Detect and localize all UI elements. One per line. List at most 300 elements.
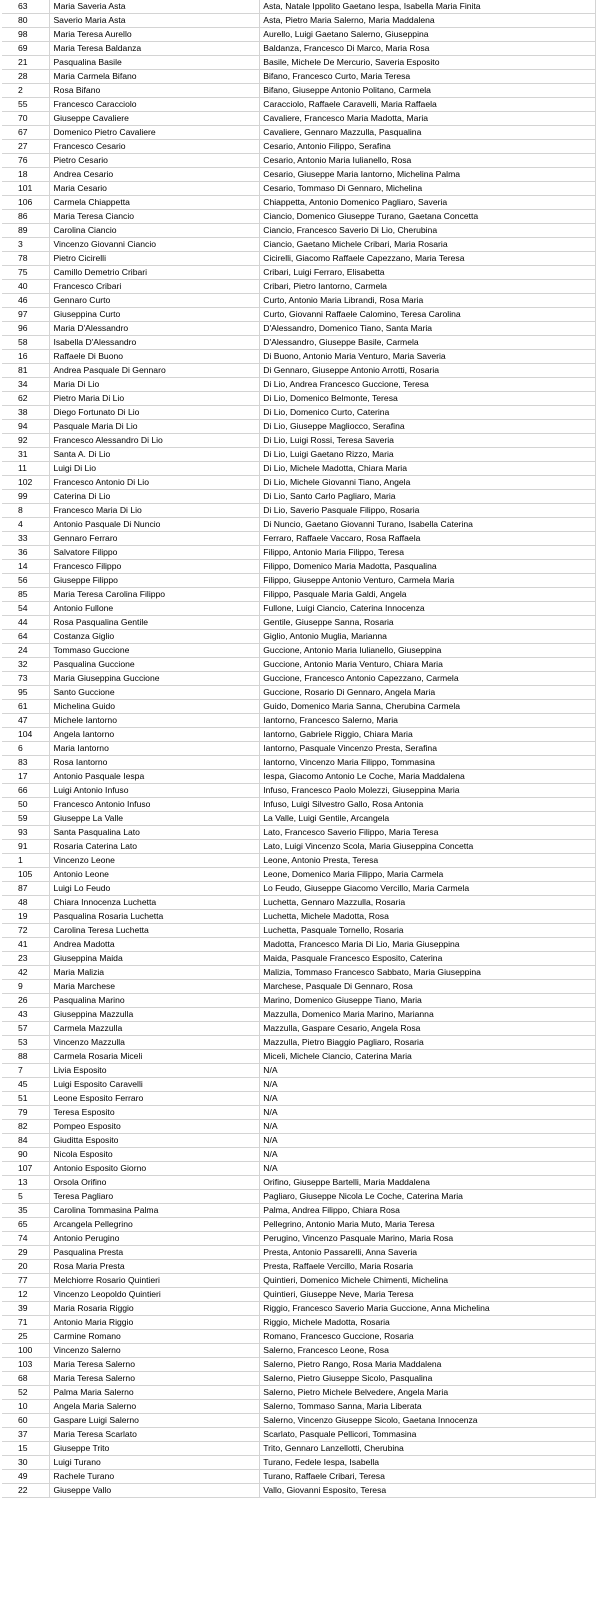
cell-name[interactable]: Francesco Filippo bbox=[50, 560, 260, 574]
cell-id[interactable]: 35 bbox=[2, 1204, 50, 1218]
cell-name[interactable]: Angela Maria Salerno bbox=[50, 1400, 260, 1414]
cell-name[interactable]: Francesco Antonio Infuso bbox=[50, 798, 260, 812]
cell-id[interactable]: 17 bbox=[2, 770, 50, 784]
cell-name[interactable]: Michele Iantorno bbox=[50, 714, 260, 728]
cell-id[interactable]: 40 bbox=[2, 280, 50, 294]
cell-id[interactable]: 61 bbox=[2, 700, 50, 714]
cell-name[interactable]: Saverio Maria Asta bbox=[50, 14, 260, 28]
cell-id[interactable]: 92 bbox=[2, 434, 50, 448]
cell-name[interactable]: Santa A. Di Lio bbox=[50, 448, 260, 462]
cell-parents[interactable]: Ciancio, Gaetano Michele Cribari, Maria Rosaria bbox=[260, 238, 596, 252]
cell-parents[interactable]: Guccione, Antonio Maria Iulianello, Giuseppina bbox=[260, 644, 596, 658]
cell-parents[interactable]: Bifano, Giuseppe Antonio Politano, Carmela bbox=[260, 84, 596, 98]
cell-name[interactable]: Maria Giuseppina Guccione bbox=[50, 672, 260, 686]
cell-id[interactable]: 49 bbox=[2, 1470, 50, 1484]
cell-parents[interactable]: Scarlato, Pasquale Pellicori, Tommasina bbox=[260, 1428, 596, 1442]
cell-id[interactable]: 89 bbox=[2, 224, 50, 238]
cell-name[interactable]: Andrea Pasquale Di Gennaro bbox=[50, 364, 260, 378]
cell-id[interactable]: 105 bbox=[2, 868, 50, 882]
cell-name[interactable]: Livia Esposito bbox=[50, 1064, 260, 1078]
cell-parents[interactable]: Iantorno, Pasquale Vincenzo Presta, Serafina bbox=[260, 742, 596, 756]
cell-id[interactable]: 88 bbox=[2, 1050, 50, 1064]
cell-name[interactable]: Antonio Pasquale Iespa bbox=[50, 770, 260, 784]
cell-name[interactable]: Teresa Pagliaro bbox=[50, 1190, 260, 1204]
cell-name[interactable]: Francesco Cribari bbox=[50, 280, 260, 294]
cell-parents[interactable]: Lo Feudo, Giuseppe Giacomo Vercillo, Maria Carmela bbox=[260, 882, 596, 896]
cell-parents[interactable]: Mazzulla, Domenico Maria Marino, Marianna bbox=[260, 1008, 596, 1022]
cell-id[interactable]: 106 bbox=[2, 196, 50, 210]
cell-name[interactable]: Raffaele Di Buono bbox=[50, 350, 260, 364]
cell-id[interactable]: 104 bbox=[2, 728, 50, 742]
cell-parents[interactable]: Quintieri, Giuseppe Neve, Maria Teresa bbox=[260, 1288, 596, 1302]
cell-id[interactable]: 28 bbox=[2, 70, 50, 84]
cell-name[interactable]: Vincenzo Leopoldo Quintieri bbox=[50, 1288, 260, 1302]
cell-id[interactable]: 59 bbox=[2, 812, 50, 826]
cell-id[interactable]: 98 bbox=[2, 28, 50, 42]
cell-id[interactable]: 102 bbox=[2, 476, 50, 490]
cell-id[interactable]: 39 bbox=[2, 1302, 50, 1316]
cell-id[interactable]: 3 bbox=[2, 238, 50, 252]
cell-parents[interactable]: Cribari, Luigi Ferraro, Elisabetta bbox=[260, 266, 596, 280]
cell-id[interactable]: 66 bbox=[2, 784, 50, 798]
cell-parents[interactable]: Filippo, Antonio Maria Filippo, Teresa bbox=[260, 546, 596, 560]
cell-id[interactable]: 55 bbox=[2, 98, 50, 112]
cell-name[interactable]: Orsola Orifino bbox=[50, 1176, 260, 1190]
cell-id[interactable]: 71 bbox=[2, 1316, 50, 1330]
cell-parents[interactable]: Filippo, Pasquale Maria Galdi, Angela bbox=[260, 588, 596, 602]
cell-name[interactable]: Maria Rosaria Riggio bbox=[50, 1302, 260, 1316]
cell-parents[interactable]: N/A bbox=[260, 1092, 596, 1106]
cell-parents[interactable]: Fullone, Luigi Ciancio, Caterina Innocenza bbox=[260, 602, 596, 616]
cell-id[interactable]: 2 bbox=[2, 84, 50, 98]
cell-name[interactable]: Costanza Giglio bbox=[50, 630, 260, 644]
cell-id[interactable]: 24 bbox=[2, 644, 50, 658]
cell-name[interactable]: Giuseppina Maida bbox=[50, 952, 260, 966]
cell-parents[interactable]: Gentile, Giuseppe Sanna, Rosaria bbox=[260, 616, 596, 630]
cell-id[interactable]: 75 bbox=[2, 266, 50, 280]
cell-parents[interactable]: Trito, Gennaro Lanzellotti, Cherubina bbox=[260, 1442, 596, 1456]
cell-parents[interactable]: Luchetta, Pasquale Tornello, Rosaria bbox=[260, 924, 596, 938]
cell-name[interactable]: Santo Guccione bbox=[50, 686, 260, 700]
cell-parents[interactable]: Aurello, Luigi Gaetano Salerno, Giuseppina bbox=[260, 28, 596, 42]
cell-name[interactable]: Maria Teresa Baldanza bbox=[50, 42, 260, 56]
cell-parents[interactable]: Leone, Domenico Maria Filippo, Maria Carmela bbox=[260, 868, 596, 882]
cell-name[interactable]: Giuseppe La Valle bbox=[50, 812, 260, 826]
cell-id[interactable]: 62 bbox=[2, 392, 50, 406]
cell-parents[interactable]: Asta, Pietro Maria Salerno, Maria Maddalena bbox=[260, 14, 596, 28]
cell-name[interactable]: Maria Teresa Salerno bbox=[50, 1358, 260, 1372]
cell-parents[interactable]: Mazzulla, Pietro Biaggio Pagliaro, Rosaria bbox=[260, 1036, 596, 1050]
cell-parents[interactable]: Curto, Antonio Maria Librandi, Rosa Maria bbox=[260, 294, 596, 308]
cell-id[interactable]: 67 bbox=[2, 126, 50, 140]
cell-name[interactable]: Pasqualina Guccione bbox=[50, 658, 260, 672]
cell-name[interactable]: Pietro Cesario bbox=[50, 154, 260, 168]
cell-id[interactable]: 84 bbox=[2, 1134, 50, 1148]
cell-id[interactable]: 23 bbox=[2, 952, 50, 966]
cell-parents[interactable]: Perugino, Vincenzo Pasquale Marino, Maria Rosa bbox=[260, 1232, 596, 1246]
cell-parents[interactable]: N/A bbox=[260, 1064, 596, 1078]
cell-id[interactable]: 29 bbox=[2, 1246, 50, 1260]
cell-name[interactable]: Gennaro Ferraro bbox=[50, 532, 260, 546]
cell-id[interactable]: 32 bbox=[2, 658, 50, 672]
cell-name[interactable]: Vincenzo Mazzulla bbox=[50, 1036, 260, 1050]
cell-name[interactable]: Gaspare Luigi Salerno bbox=[50, 1414, 260, 1428]
cell-parents[interactable]: Mazzulla, Gaspare Cesario, Angela Rosa bbox=[260, 1022, 596, 1036]
cell-parents[interactable]: Salerno, Tommaso Sanna, Maria Liberata bbox=[260, 1400, 596, 1414]
cell-name[interactable]: Maria D'Alessandro bbox=[50, 322, 260, 336]
cell-name[interactable]: Melchiorre Rosario Quintieri bbox=[50, 1274, 260, 1288]
cell-parents[interactable]: Guccione, Rosario Di Gennaro, Angela Maria bbox=[260, 686, 596, 700]
cell-id[interactable]: 14 bbox=[2, 560, 50, 574]
cell-name[interactable]: Pasqualina Marino bbox=[50, 994, 260, 1008]
cell-name[interactable]: Pietro Cicirelli bbox=[50, 252, 260, 266]
cell-name[interactable]: Teresa Esposito bbox=[50, 1106, 260, 1120]
cell-parents[interactable]: Ciancio, Francesco Saverio Di Lio, Cherubina bbox=[260, 224, 596, 238]
cell-name[interactable]: Pasqualina Rosaria Luchetta bbox=[50, 910, 260, 924]
cell-id[interactable]: 6 bbox=[2, 742, 50, 756]
cell-name[interactable]: Isabella D'Alessandro bbox=[50, 336, 260, 350]
cell-name[interactable]: Andrea Cesario bbox=[50, 168, 260, 182]
cell-name[interactable]: Rosaria Caterina Lato bbox=[50, 840, 260, 854]
cell-parents[interactable]: Leone, Antonio Presta, Teresa bbox=[260, 854, 596, 868]
cell-name[interactable]: Francesco Maria Di Lio bbox=[50, 504, 260, 518]
cell-name[interactable]: Carolina Ciancio bbox=[50, 224, 260, 238]
cell-id[interactable]: 43 bbox=[2, 1008, 50, 1022]
cell-name[interactable]: Arcangela Pellegrino bbox=[50, 1218, 260, 1232]
cell-id[interactable]: 65 bbox=[2, 1218, 50, 1232]
cell-name[interactable]: Francesco Cesario bbox=[50, 140, 260, 154]
cell-name[interactable]: Antonio Maria Riggio bbox=[50, 1316, 260, 1330]
cell-parents[interactable]: Iantorno, Gabriele Riggio, Chiara Maria bbox=[260, 728, 596, 742]
cell-parents[interactable]: Guido, Domenico Maria Sanna, Cherubina Carmela bbox=[260, 700, 596, 714]
cell-name[interactable]: Carolina Tommasina Palma bbox=[50, 1204, 260, 1218]
cell-parents[interactable]: Iantorno, Vincenzo Maria Filippo, Tommasina bbox=[260, 756, 596, 770]
cell-name[interactable]: Antonio Perugino bbox=[50, 1232, 260, 1246]
cell-name[interactable]: Maria Marchese bbox=[50, 980, 260, 994]
cell-name[interactable]: Maria Di Lio bbox=[50, 378, 260, 392]
cell-parents[interactable]: Marino, Domenico Giuseppe Tiano, Maria bbox=[260, 994, 596, 1008]
cell-id[interactable]: 60 bbox=[2, 1414, 50, 1428]
cell-parents[interactable]: Cavaliere, Gennaro Mazzulla, Pasqualina bbox=[260, 126, 596, 140]
cell-parents[interactable]: Di Lio, Domenico Curto, Caterina bbox=[260, 406, 596, 420]
cell-parents[interactable]: Bifano, Francesco Curto, Maria Teresa bbox=[260, 70, 596, 84]
cell-name[interactable]: Leone Esposito Ferraro bbox=[50, 1092, 260, 1106]
cell-id[interactable]: 72 bbox=[2, 924, 50, 938]
cell-name[interactable]: Carmela Mazzulla bbox=[50, 1022, 260, 1036]
cell-parents[interactable]: Presta, Antonio Passarelli, Anna Saveria bbox=[260, 1246, 596, 1260]
cell-id[interactable]: 25 bbox=[2, 1330, 50, 1344]
cell-parents[interactable]: Cesario, Tommaso Di Gennaro, Michelina bbox=[260, 182, 596, 196]
cell-parents[interactable]: Giglio, Antonio Muglia, Marianna bbox=[260, 630, 596, 644]
cell-name[interactable]: Giuseppe Vallo bbox=[50, 1484, 260, 1498]
cell-name[interactable]: Rachele Turano bbox=[50, 1470, 260, 1484]
cell-parents[interactable]: Iantorno, Francesco Salerno, Maria bbox=[260, 714, 596, 728]
cell-parents[interactable]: Luchetta, Michele Madotta, Rosa bbox=[260, 910, 596, 924]
cell-id[interactable]: 90 bbox=[2, 1148, 50, 1162]
cell-parents[interactable]: Di Lio, Saverio Pasquale Filippo, Rosaria bbox=[260, 504, 596, 518]
cell-parents[interactable]: Di Lio, Andrea Francesco Guccione, Teresa bbox=[260, 378, 596, 392]
cell-parents[interactable]: Cesario, Antonio Maria Iulianello, Rosa bbox=[260, 154, 596, 168]
cell-name[interactable]: Rosa Bifano bbox=[50, 84, 260, 98]
cell-name[interactable]: Pietro Maria Di Lio bbox=[50, 392, 260, 406]
cell-name[interactable]: Maria Teresa Salerno bbox=[50, 1372, 260, 1386]
cell-id[interactable]: 42 bbox=[2, 966, 50, 980]
cell-id[interactable]: 12 bbox=[2, 1288, 50, 1302]
cell-id[interactable]: 58 bbox=[2, 336, 50, 350]
cell-parents[interactable]: Di Lio, Michele Giovanni Tiano, Angela bbox=[260, 476, 596, 490]
cell-parents[interactable]: Di Nuncio, Gaetano Giovanni Turano, Isabella Caterina bbox=[260, 518, 596, 532]
cell-id[interactable]: 81 bbox=[2, 364, 50, 378]
cell-id[interactable]: 74 bbox=[2, 1232, 50, 1246]
cell-name[interactable]: Antonio Pasquale Di Nuncio bbox=[50, 518, 260, 532]
cell-name[interactable]: Rosa Maria Presta bbox=[50, 1260, 260, 1274]
cell-name[interactable]: Carmela Rosaria Miceli bbox=[50, 1050, 260, 1064]
cell-name[interactable]: Pasqualina Presta bbox=[50, 1246, 260, 1260]
cell-id[interactable]: 77 bbox=[2, 1274, 50, 1288]
cell-parents[interactable]: Riggio, Michele Madotta, Rosaria bbox=[260, 1316, 596, 1330]
cell-name[interactable]: Santa Pasqualina Lato bbox=[50, 826, 260, 840]
cell-id[interactable]: 94 bbox=[2, 420, 50, 434]
cell-id[interactable]: 38 bbox=[2, 406, 50, 420]
cell-name[interactable]: Carmela Chiappetta bbox=[50, 196, 260, 210]
cell-parents[interactable]: Di Lio, Giuseppe Magliocco, Serafina bbox=[260, 420, 596, 434]
cell-id[interactable]: 20 bbox=[2, 1260, 50, 1274]
cell-name[interactable]: Maria Teresa Ciancio bbox=[50, 210, 260, 224]
cell-id[interactable]: 52 bbox=[2, 1386, 50, 1400]
cell-parents[interactable]: Malizia, Tommaso Francesco Sabbato, Maria Giuseppina bbox=[260, 966, 596, 980]
cell-id[interactable]: 93 bbox=[2, 826, 50, 840]
cell-parents[interactable]: Filippo, Domenico Maria Madotta, Pasqualina bbox=[260, 560, 596, 574]
cell-id[interactable]: 21 bbox=[2, 56, 50, 70]
cell-id[interactable]: 19 bbox=[2, 910, 50, 924]
cell-parents[interactable]: Marchese, Pasquale Di Gennaro, Rosa bbox=[260, 980, 596, 994]
cell-name[interactable]: Carmine Romano bbox=[50, 1330, 260, 1344]
cell-id[interactable]: 33 bbox=[2, 532, 50, 546]
cell-name[interactable]: Pasquale Maria Di Lio bbox=[50, 420, 260, 434]
cell-name[interactable]: Tommaso Guccione bbox=[50, 644, 260, 658]
cell-parents[interactable]: Cavaliere, Francesco Maria Madotta, Maria bbox=[260, 112, 596, 126]
cell-parents[interactable]: Cribari, Pietro Iantorno, Carmela bbox=[260, 280, 596, 294]
cell-id[interactable]: 47 bbox=[2, 714, 50, 728]
cell-name[interactable]: Maria Carmela Bifano bbox=[50, 70, 260, 84]
cell-parents[interactable]: D'Alessandro, Domenico Tiano, Santa Maria bbox=[260, 322, 596, 336]
cell-id[interactable]: 13 bbox=[2, 1176, 50, 1190]
cell-parents[interactable]: Salerno, Francesco Leone, Rosa bbox=[260, 1344, 596, 1358]
cell-id[interactable]: 4 bbox=[2, 518, 50, 532]
cell-id[interactable]: 15 bbox=[2, 1442, 50, 1456]
cell-id[interactable]: 96 bbox=[2, 322, 50, 336]
cell-id[interactable]: 9 bbox=[2, 980, 50, 994]
cell-name[interactable]: Antonio Esposito Giorno bbox=[50, 1162, 260, 1176]
cell-id[interactable]: 41 bbox=[2, 938, 50, 952]
cell-parents[interactable]: Caracciolo, Raffaele Caravelli, Maria Raffaela bbox=[260, 98, 596, 112]
cell-name[interactable]: Diego Fortunato Di Lio bbox=[50, 406, 260, 420]
cell-id[interactable]: 76 bbox=[2, 154, 50, 168]
cell-name[interactable]: Giuseppina Curto bbox=[50, 308, 260, 322]
cell-id[interactable]: 5 bbox=[2, 1190, 50, 1204]
cell-name[interactable]: Palma Maria Salerno bbox=[50, 1386, 260, 1400]
cell-id[interactable]: 63 bbox=[2, 0, 50, 14]
cell-name[interactable]: Giuseppina Mazzulla bbox=[50, 1008, 260, 1022]
cell-id[interactable]: 10 bbox=[2, 1400, 50, 1414]
cell-id[interactable]: 51 bbox=[2, 1092, 50, 1106]
cell-parents[interactable]: Salerno, Pietro Giuseppe Sicolo, Pasqualina bbox=[260, 1372, 596, 1386]
cell-parents[interactable]: N/A bbox=[260, 1162, 596, 1176]
cell-parents[interactable]: Salerno, Pietro Rango, Rosa Maria Maddalena bbox=[260, 1358, 596, 1372]
cell-id[interactable]: 1 bbox=[2, 854, 50, 868]
cell-name[interactable]: Francesco Caracciolo bbox=[50, 98, 260, 112]
cell-id[interactable]: 31 bbox=[2, 448, 50, 462]
cell-name[interactable]: Vincenzo Giovanni Ciancio bbox=[50, 238, 260, 252]
cell-id[interactable]: 103 bbox=[2, 1358, 50, 1372]
cell-parents[interactable]: Infuso, Luigi Silvestro Gallo, Rosa Antonia bbox=[260, 798, 596, 812]
cell-parents[interactable]: Romano, Francesco Guccione, Rosaria bbox=[260, 1330, 596, 1344]
cell-parents[interactable]: Cicirelli, Giacomo Raffaele Capezzano, Maria Teresa bbox=[260, 252, 596, 266]
cell-name[interactable]: Antonio Leone bbox=[50, 868, 260, 882]
cell-name[interactable]: Luigi Di Lio bbox=[50, 462, 260, 476]
cell-name[interactable]: Vincenzo Leone bbox=[50, 854, 260, 868]
cell-parents[interactable]: N/A bbox=[260, 1120, 596, 1134]
cell-name[interactable]: Domenico Pietro Cavaliere bbox=[50, 126, 260, 140]
cell-name[interactable]: Luigi Esposito Caravelli bbox=[50, 1078, 260, 1092]
cell-parents[interactable]: Maida, Pasquale Francesco Esposito, Caterina bbox=[260, 952, 596, 966]
cell-name[interactable]: Antonio Fullone bbox=[50, 602, 260, 616]
cell-name[interactable]: Chiara Innocenza Luchetta bbox=[50, 896, 260, 910]
cell-parents[interactable]: N/A bbox=[260, 1106, 596, 1120]
cell-parents[interactable]: Di Lio, Luigi Rossi, Teresa Saveria bbox=[260, 434, 596, 448]
cell-id[interactable]: 34 bbox=[2, 378, 50, 392]
cell-id[interactable]: 68 bbox=[2, 1372, 50, 1386]
cell-name[interactable]: Maria Malizia bbox=[50, 966, 260, 980]
cell-name[interactable]: Maria Teresa Carolina Filippo bbox=[50, 588, 260, 602]
cell-id[interactable]: 78 bbox=[2, 252, 50, 266]
cell-parents[interactable]: Vallo, Giovanni Esposito, Teresa bbox=[260, 1484, 596, 1498]
cell-parents[interactable]: Quintieri, Domenico Michele Chimenti, Michelina bbox=[260, 1274, 596, 1288]
cell-parents[interactable]: Turano, Fedele Iespa, Isabella bbox=[260, 1456, 596, 1470]
cell-id[interactable]: 56 bbox=[2, 574, 50, 588]
cell-parents[interactable]: Lato, Luigi Vincenzo Scola, Maria Giuseppina Concetta bbox=[260, 840, 596, 854]
cell-name[interactable]: Giuditta Esposito bbox=[50, 1134, 260, 1148]
cell-parents[interactable]: N/A bbox=[260, 1148, 596, 1162]
cell-name[interactable]: Rosa Pasqualina Gentile bbox=[50, 616, 260, 630]
cell-parents[interactable]: Di Buono, Antonio Maria Venturo, Maria Saveria bbox=[260, 350, 596, 364]
cell-parents[interactable]: Pellegrino, Antonio Maria Muto, Maria Teresa bbox=[260, 1218, 596, 1232]
cell-name[interactable]: Luigi Lo Feudo bbox=[50, 882, 260, 896]
cell-id[interactable]: 57 bbox=[2, 1022, 50, 1036]
cell-parents[interactable]: Di Lio, Michele Madotta, Chiara Maria bbox=[260, 462, 596, 476]
cell-name[interactable]: Francesco Alessandro Di Lio bbox=[50, 434, 260, 448]
cell-id[interactable]: 83 bbox=[2, 756, 50, 770]
cell-parents[interactable]: Ciancio, Domenico Giuseppe Turano, Gaetana Concetta bbox=[260, 210, 596, 224]
cell-parents[interactable]: Orifino, Giuseppe Bartelli, Maria Maddalena bbox=[260, 1176, 596, 1190]
cell-parents[interactable]: Di Lio, Santo Carlo Pagliaro, Maria bbox=[260, 490, 596, 504]
cell-id[interactable]: 44 bbox=[2, 616, 50, 630]
cell-id[interactable]: 85 bbox=[2, 588, 50, 602]
cell-parents[interactable]: Curto, Giovanni Raffaele Calomino, Teresa Carolina bbox=[260, 308, 596, 322]
cell-name[interactable]: Caterina Di Lio bbox=[50, 490, 260, 504]
cell-parents[interactable]: Pagliaro, Giuseppe Nicola Le Coche, Caterina Maria bbox=[260, 1190, 596, 1204]
cell-parents[interactable]: Iespa, Giacomo Antonio Le Coche, Maria Maddalena bbox=[260, 770, 596, 784]
cell-parents[interactable]: N/A bbox=[260, 1134, 596, 1148]
cell-id[interactable]: 107 bbox=[2, 1162, 50, 1176]
cell-parents[interactable]: Miceli, Michele Ciancio, Caterina Maria bbox=[260, 1050, 596, 1064]
cell-id[interactable]: 101 bbox=[2, 182, 50, 196]
cell-id[interactable]: 50 bbox=[2, 798, 50, 812]
cell-name[interactable]: Salvatore Filippo bbox=[50, 546, 260, 560]
cell-id[interactable]: 26 bbox=[2, 994, 50, 1008]
cell-name[interactable]: Giuseppe Filippo bbox=[50, 574, 260, 588]
cell-id[interactable]: 8 bbox=[2, 504, 50, 518]
cell-name[interactable]: Francesco Antonio Di Lio bbox=[50, 476, 260, 490]
cell-parents[interactable]: Riggio, Francesco Saverio Maria Guccione, Anna Michelina bbox=[260, 1302, 596, 1316]
cell-id[interactable]: 18 bbox=[2, 168, 50, 182]
cell-id[interactable]: 46 bbox=[2, 294, 50, 308]
cell-parents[interactable]: Ferraro, Raffaele Vaccaro, Rosa Raffaela bbox=[260, 532, 596, 546]
cell-name[interactable]: Vincenzo Salerno bbox=[50, 1344, 260, 1358]
cell-name[interactable]: Giuseppe Cavaliere bbox=[50, 112, 260, 126]
cell-parents[interactable]: Luchetta, Gennaro Mazzulla, Rosaria bbox=[260, 896, 596, 910]
cell-name[interactable]: Luigi Turano bbox=[50, 1456, 260, 1470]
cell-parents[interactable]: Cesario, Antonio Filippo, Serafina bbox=[260, 140, 596, 154]
cell-id[interactable]: 86 bbox=[2, 210, 50, 224]
cell-id[interactable]: 30 bbox=[2, 1456, 50, 1470]
cell-id[interactable]: 91 bbox=[2, 840, 50, 854]
cell-parents[interactable]: Salerno, Pietro Michele Belvedere, Angela Maria bbox=[260, 1386, 596, 1400]
cell-id[interactable]: 82 bbox=[2, 1120, 50, 1134]
cell-name[interactable]: Michelina Guido bbox=[50, 700, 260, 714]
cell-parents[interactable]: Madotta, Francesco Maria Di Lio, Maria Giuseppina bbox=[260, 938, 596, 952]
cell-parents[interactable]: Turano, Raffaele Cribari, Teresa bbox=[260, 1470, 596, 1484]
cell-name[interactable]: Pompeo Esposito bbox=[50, 1120, 260, 1134]
cell-id[interactable]: 48 bbox=[2, 896, 50, 910]
cell-id[interactable]: 87 bbox=[2, 882, 50, 896]
cell-id[interactable]: 22 bbox=[2, 1484, 50, 1498]
cell-name[interactable]: Gennaro Curto bbox=[50, 294, 260, 308]
cell-parents[interactable]: Asta, Natale Ippolito Gaetano Iespa, Isabella Maria Finita bbox=[260, 0, 596, 14]
cell-parents[interactable]: Cesario, Giuseppe Maria Iantorno, Michelina Palma bbox=[260, 168, 596, 182]
cell-name[interactable]: Nicola Esposito bbox=[50, 1148, 260, 1162]
cell-id[interactable]: 79 bbox=[2, 1106, 50, 1120]
cell-parents[interactable]: Basile, Michele De Mercurio, Saveria Esposito bbox=[260, 56, 596, 70]
cell-name[interactable]: Angela Iantorno bbox=[50, 728, 260, 742]
cell-parents[interactable]: N/A bbox=[260, 1078, 596, 1092]
cell-parents[interactable]: Di Lio, Luigi Gaetano Rizzo, Maria bbox=[260, 448, 596, 462]
cell-id[interactable]: 53 bbox=[2, 1036, 50, 1050]
cell-name[interactable]: Maria Saveria Asta bbox=[50, 0, 260, 14]
cell-parents[interactable]: Baldanza, Francesco Di Marco, Maria Rosa bbox=[260, 42, 596, 56]
cell-id[interactable]: 70 bbox=[2, 112, 50, 126]
cell-name[interactable]: Maria Iantorno bbox=[50, 742, 260, 756]
cell-id[interactable]: 99 bbox=[2, 490, 50, 504]
cell-parents[interactable]: D'Alessandro, Giuseppe Basile, Carmela bbox=[260, 336, 596, 350]
cell-name[interactable]: Andrea Madotta bbox=[50, 938, 260, 952]
cell-id[interactable]: 7 bbox=[2, 1064, 50, 1078]
cell-parents[interactable]: Chiappetta, Antonio Domenico Pagliaro, Saveria bbox=[260, 196, 596, 210]
cell-id[interactable]: 100 bbox=[2, 1344, 50, 1358]
cell-name[interactable]: Rosa Iantorno bbox=[50, 756, 260, 770]
cell-id[interactable]: 45 bbox=[2, 1078, 50, 1092]
cell-name[interactable]: Maria Cesario bbox=[50, 182, 260, 196]
cell-name[interactable]: Maria Teresa Scarlato bbox=[50, 1428, 260, 1442]
cell-id[interactable]: 95 bbox=[2, 686, 50, 700]
cell-id[interactable]: 11 bbox=[2, 462, 50, 476]
cell-parents[interactable]: Filippo, Giuseppe Antonio Venturo, Carmela Maria bbox=[260, 574, 596, 588]
cell-parents[interactable]: La Valle, Luigi Gentile, Arcangela bbox=[260, 812, 596, 826]
cell-id[interactable]: 27 bbox=[2, 140, 50, 154]
cell-parents[interactable]: Di Lio, Domenico Belmonte, Teresa bbox=[260, 392, 596, 406]
cell-parents[interactable]: Salerno, Vincenzo Giuseppe Sicolo, Gaetana Innocenza bbox=[260, 1414, 596, 1428]
cell-name[interactable]: Pasqualina Basile bbox=[50, 56, 260, 70]
